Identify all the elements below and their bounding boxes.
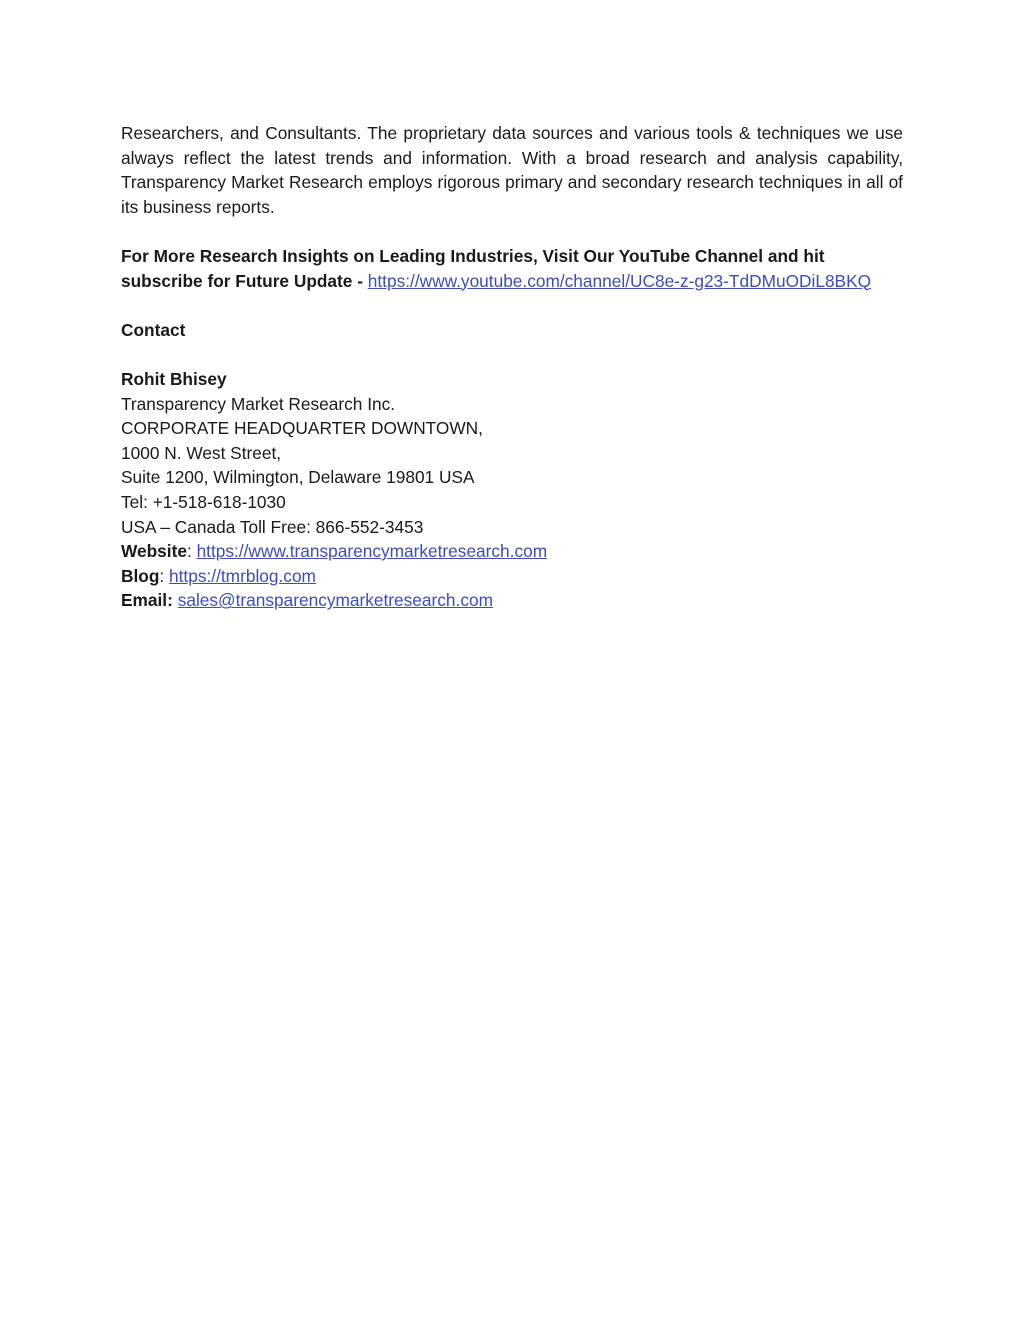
email-link[interactable]: sales@transparencymarketresearch.com (177, 590, 493, 611)
youtube-prompt: For More Research Insights on Leading Industries, Visit Our YouTube Channel and hit subscribe for Future Update - (121, 245, 825, 291)
website-separator: : (186, 541, 197, 562)
contact-heading: Contact (121, 319, 186, 340)
toll-free-number: USA – Canada Toll Free: 866-552-3453 (121, 516, 424, 537)
email-row (121, 588, 903, 613)
company-name: Transparency Market Research Inc. (121, 393, 396, 414)
blog-separator: : (159, 565, 170, 586)
address-line-1: CORPORATE HEADQUARTER DOWNTOWN, (121, 418, 483, 439)
youtube-channel-link[interactable]: https://www.youtube.com/channel/UC8e-z-g23-TdDMuODiL8BKQ (367, 270, 872, 291)
address-line-2: 1000 N. West Street, (121, 442, 282, 463)
email-label: Email: (121, 590, 173, 611)
contact-name: Rohit Bhisey (121, 368, 227, 389)
blog-link[interactable]: https://tmrblog.com (169, 565, 316, 586)
intro-paragraph: Researchers, and Consultants. The proprietary data sources and various tools & techniques we use always reflect the latest trends and information. With a broad research and analysis capability, Transparency Market Research employs rigorous primary and secondary research techniques in all of its business reports. (121, 123, 903, 217)
youtube-paragraph (121, 244, 903, 293)
contact-details (121, 367, 903, 613)
website-link[interactable]: https://www.transparencymarketresearch.com (196, 541, 548, 562)
blog-row (121, 564, 903, 589)
document-page (121, 121, 903, 613)
blog-label: Blog (121, 565, 160, 586)
website-label: Website (121, 541, 187, 562)
telephone: Tel: +1-518-618-1030 (121, 491, 286, 512)
address-line-3: Suite 1200, Wilmington, Delaware 19801 USA (121, 467, 475, 488)
website-row (121, 539, 903, 564)
